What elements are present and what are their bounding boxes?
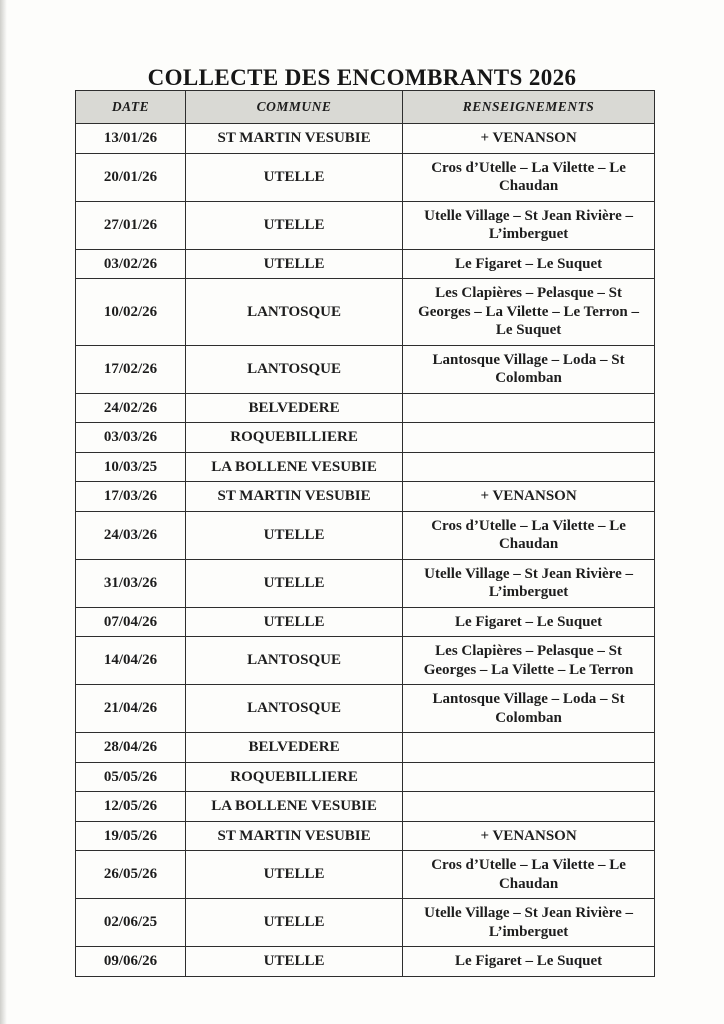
cell-renseignements: Les Clapières – Pelasque – St Georges – La Vilette – Le Terron (403, 637, 655, 685)
cell-date: 17/03/26 (76, 482, 186, 512)
table-row (76, 733, 655, 763)
table-header-row (76, 91, 655, 124)
cell-renseignements (403, 393, 655, 423)
header-cell-date: DATE (76, 91, 186, 124)
table-body (76, 124, 655, 977)
table-row (76, 511, 655, 559)
cell-commune: ST MARTIN VESUBIE (186, 124, 403, 154)
cell-commune: ST MARTIN VESUBIE (186, 482, 403, 512)
table-row (76, 899, 655, 947)
cell-commune: UTELLE (186, 249, 403, 279)
cell-date: 24/02/26 (76, 393, 186, 423)
table-row (76, 559, 655, 607)
table-row (76, 851, 655, 899)
cell-renseignements: Lantosque Village – Loda – St Colomban (403, 345, 655, 393)
collection-schedule-table (75, 90, 655, 977)
cell-date: 24/03/26 (76, 511, 186, 559)
table-row (76, 153, 655, 201)
cell-date: 10/03/25 (76, 452, 186, 482)
cell-date: 10/02/26 (76, 279, 186, 346)
cell-date: 31/03/26 (76, 559, 186, 607)
cell-renseignements: Les Clapières – Pelasque – St Georges – La Vilette – Le Terron – Le Suquet (403, 279, 655, 346)
cell-commune: ROQUEBILLIERE (186, 423, 403, 453)
table-row (76, 452, 655, 482)
table-row (76, 124, 655, 154)
cell-renseignements (403, 762, 655, 792)
cell-renseignements: Le Figaret – Le Suquet (403, 249, 655, 279)
cell-commune: LA BOLLENE VESUBIE (186, 792, 403, 822)
cell-renseignements: Le Figaret – Le Suquet (403, 947, 655, 977)
cell-renseignements: Cros d’Utelle – La Vilette – Le Chaudan (403, 511, 655, 559)
cell-renseignements: + VENANSON (403, 482, 655, 512)
cell-renseignements: Utelle Village – St Jean Rivière – L’imberguet (403, 559, 655, 607)
cell-commune: ROQUEBILLIERE (186, 762, 403, 792)
cell-renseignements (403, 423, 655, 453)
cell-renseignements (403, 733, 655, 763)
cell-renseignements: + VENANSON (403, 124, 655, 154)
cell-renseignements: + VENANSON (403, 821, 655, 851)
table-row (76, 762, 655, 792)
cell-commune: UTELLE (186, 559, 403, 607)
header-cell-renseignements: RENSEIGNEMENTS (403, 91, 655, 124)
cell-commune: BELVEDERE (186, 393, 403, 423)
table-row (76, 792, 655, 822)
table-row (76, 947, 655, 977)
cell-date: 02/06/25 (76, 899, 186, 947)
table-row (76, 249, 655, 279)
cell-commune: LANTOSQUE (186, 279, 403, 346)
table-row (76, 201, 655, 249)
cell-commune: UTELLE (186, 201, 403, 249)
cell-commune: BELVEDERE (186, 733, 403, 763)
table-row (76, 393, 655, 423)
cell-date: 26/05/26 (76, 851, 186, 899)
cell-commune: LANTOSQUE (186, 637, 403, 685)
cell-commune: ST MARTIN VESUBIE (186, 821, 403, 851)
cell-date: 03/03/26 (76, 423, 186, 453)
cell-renseignements: Cros d’Utelle – La Vilette – Le Chaudan (403, 153, 655, 201)
cell-date: 13/01/26 (76, 124, 186, 154)
cell-commune: UTELLE (186, 511, 403, 559)
cell-commune: UTELLE (186, 607, 403, 637)
cell-date: 14/04/26 (76, 637, 186, 685)
table-row (76, 345, 655, 393)
cell-commune: UTELLE (186, 851, 403, 899)
cell-date: 21/04/26 (76, 685, 186, 733)
table-row (76, 279, 655, 346)
table-row (76, 821, 655, 851)
cell-commune: UTELLE (186, 947, 403, 977)
cell-date: 03/02/26 (76, 249, 186, 279)
header-cell-commune: COMMUNE (186, 91, 403, 124)
cell-commune: LANTOSQUE (186, 345, 403, 393)
cell-commune: LA BOLLENE VESUBIE (186, 452, 403, 482)
cell-renseignements: Cros d’Utelle – La Vilette – Le Chaudan (403, 851, 655, 899)
page-title: COLLECTE DES ENCOMBRANTS 2026 (147, 65, 577, 91)
table-row (76, 637, 655, 685)
scan-edge-shadow (0, 0, 7, 1024)
cell-date: 20/01/26 (76, 153, 186, 201)
cell-date: 07/04/26 (76, 607, 186, 637)
cell-commune: UTELLE (186, 153, 403, 201)
cell-date: 17/02/26 (76, 345, 186, 393)
cell-renseignements (403, 792, 655, 822)
cell-commune: LANTOSQUE (186, 685, 403, 733)
cell-renseignements: Utelle Village – St Jean Rivière – L’imberguet (403, 201, 655, 249)
cell-date: 27/01/26 (76, 201, 186, 249)
cell-renseignements (403, 452, 655, 482)
cell-date: 09/06/26 (76, 947, 186, 977)
cell-renseignements: Utelle Village – St Jean Rivière – L’imberguet (403, 899, 655, 947)
cell-renseignements: Lantosque Village – Loda – St Colomban (403, 685, 655, 733)
cell-date: 28/04/26 (76, 733, 186, 763)
table-row (76, 423, 655, 453)
table-row (76, 607, 655, 637)
cell-commune: UTELLE (186, 899, 403, 947)
cell-date: 19/05/26 (76, 821, 186, 851)
cell-renseignements: Le Figaret – Le Suquet (403, 607, 655, 637)
cell-date: 05/05/26 (76, 762, 186, 792)
table-row (76, 482, 655, 512)
table-row (76, 685, 655, 733)
cell-date: 12/05/26 (76, 792, 186, 822)
